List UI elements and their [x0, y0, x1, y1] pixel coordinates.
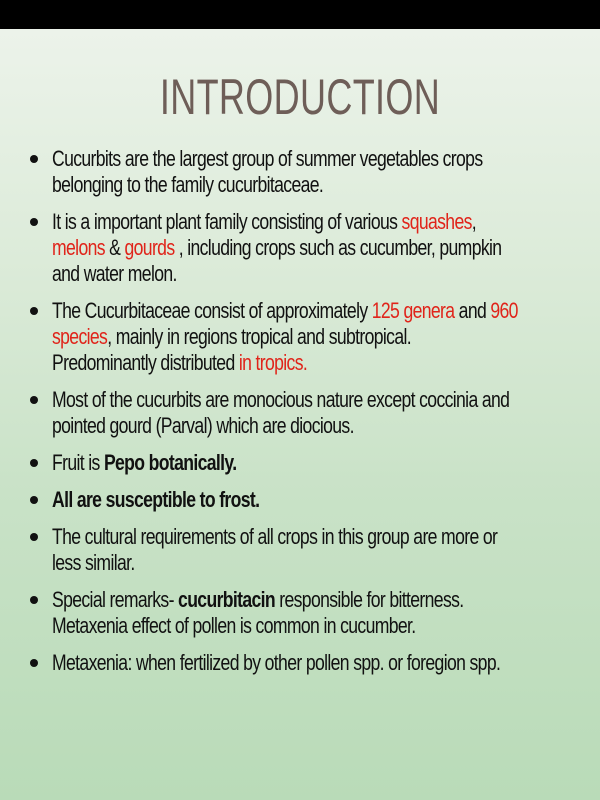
- bullet-item-8: [30, 587, 590, 639]
- bullet-line: It is a important plant family consisting of various squashes,: [52, 209, 477, 234]
- bullet-list: [30, 146, 590, 687]
- highlight-960: 960: [490, 298, 518, 323]
- bullet-item-9: [30, 650, 590, 676]
- bullet-line: Most of the cucurbits are monocious nature except coccinia and: [52, 387, 510, 412]
- bullet-line: Metaxenia effect of pollen is common in cucumber.: [52, 613, 416, 638]
- bullet-line: Special remarks- cucurbitacin responsible for bitterness.: [52, 587, 464, 612]
- bullet-line: All are susceptible to frost.: [52, 487, 260, 512]
- bullet-item-1: [30, 146, 590, 198]
- bullet-line: less similar.: [52, 550, 135, 575]
- bullet-line: melons & gourds , including crops such as cucumber, pumpkin: [52, 235, 502, 260]
- bullet-line: Predominantly distributed in tropics.: [52, 350, 308, 375]
- bullet-item-2: [30, 209, 590, 287]
- bullet-item-3: [30, 298, 590, 376]
- bullet-dot-icon: [30, 396, 38, 404]
- highlight-tropics: in tropics.: [238, 350, 308, 375]
- bullet-line: pointed gourd (Parval) which are diocious.: [52, 413, 354, 438]
- bullet-dot-icon: [30, 218, 38, 226]
- slide-title: INTRODUCTION: [159, 69, 441, 125]
- bullet-dot-icon: [30, 459, 38, 467]
- bold-pepo: Pepo botanically.: [103, 450, 237, 475]
- bullet-line: Fruit is Pepo botanically.: [52, 450, 237, 475]
- bullet-line: and water melon.: [52, 261, 177, 286]
- bullet-item-4: [30, 387, 590, 439]
- bold-cucurbitacin: cucurbitacin: [178, 587, 276, 612]
- highlight-squashes: squashes: [401, 209, 472, 234]
- bullet-line: belonging to the family cucurbitaceae.: [52, 172, 324, 197]
- bullet-dot-icon: [30, 496, 38, 504]
- bullet-dot-icon: [30, 659, 38, 667]
- bullet-dot-icon: [30, 155, 38, 163]
- bullet-line: Metaxenia: when fertilized by other pollen spp. or foregion spp.: [52, 650, 501, 675]
- highlight-species: species: [52, 324, 108, 349]
- bullet-item-6: [30, 487, 590, 513]
- highlight-gourds: gourds: [124, 235, 175, 260]
- bullet-line: The Cucurbitaceae consist of approximately 125 genera and 960: [52, 298, 518, 323]
- bullet-line: The cultural requirements of all crops in this group are more or: [52, 524, 498, 549]
- bullet-dot-icon: [30, 596, 38, 604]
- bullet-line: species, mainly in regions tropical and subtropical.: [52, 324, 412, 349]
- highlight-melons: melons: [52, 235, 105, 260]
- bullet-item-5: [30, 450, 590, 476]
- highlight-genera: 125 genera: [371, 298, 455, 323]
- bullet-line: Cucurbits are the largest group of summer vegetables crops: [52, 146, 483, 171]
- bullet-dot-icon: [30, 307, 38, 315]
- bullet-dot-icon: [30, 533, 38, 541]
- slide: [0, 29, 600, 800]
- bullet-item-7: [30, 524, 590, 576]
